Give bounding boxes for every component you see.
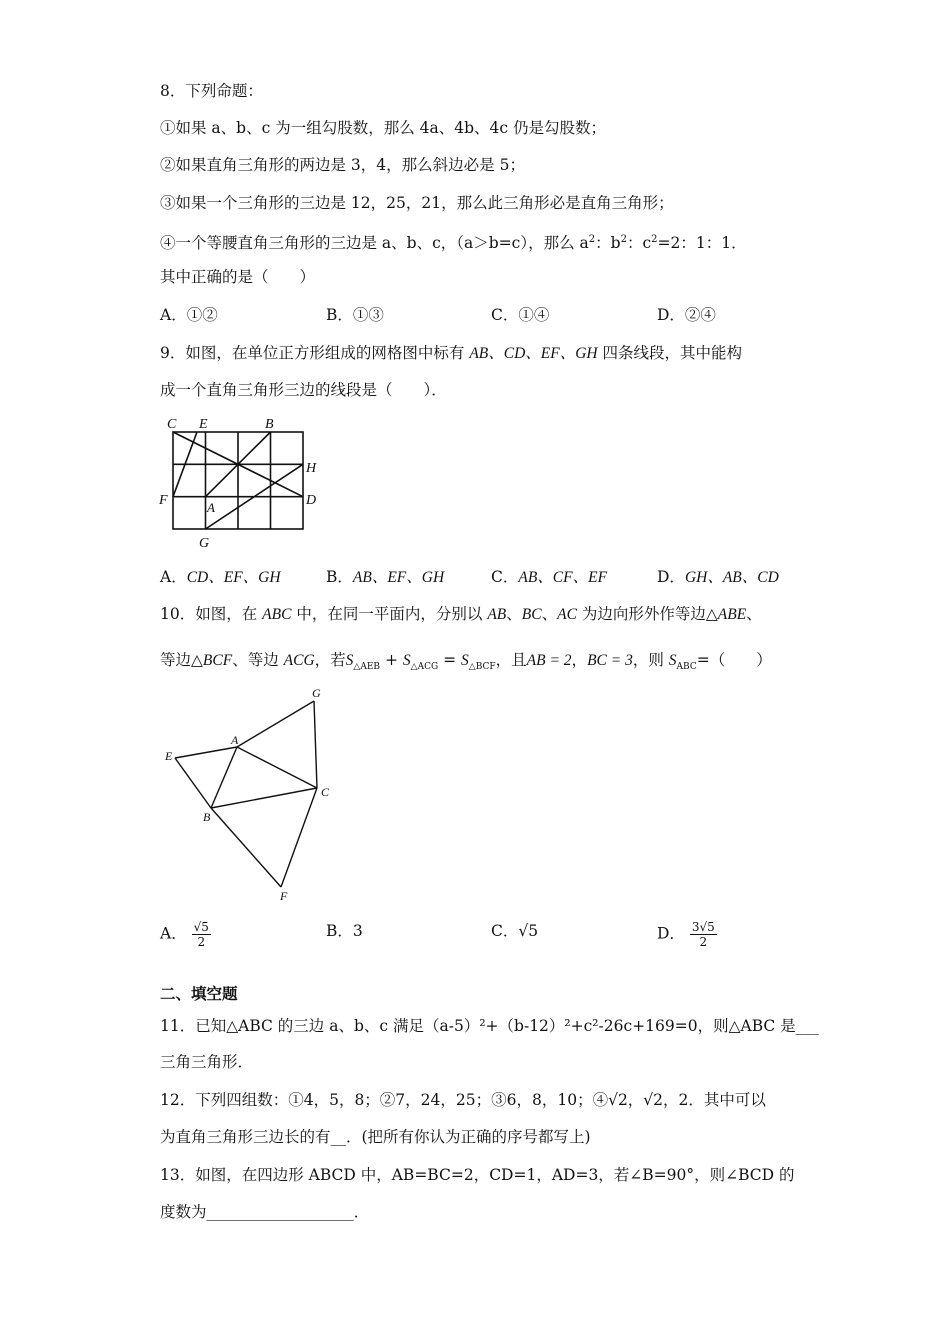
area-symbol: S	[402, 652, 411, 669]
label-a: A	[207, 500, 215, 515]
q10-text-c: 为边向形外作等边△	[581, 605, 718, 623]
plus-sign: +	[384, 651, 398, 669]
q8-s4-part-d: =2：1：1．	[657, 234, 747, 253]
edge-ag	[237, 701, 314, 747]
q10-triangle-abc: ABC	[262, 606, 292, 623]
edge-bf	[211, 808, 281, 887]
q8-s4-part-c: ：c	[626, 234, 652, 253]
label-f: F	[280, 889, 288, 903]
q10-side-ab: AB	[487, 606, 507, 623]
edge-gc	[314, 701, 317, 788]
edge-eb	[175, 758, 211, 808]
q9-option-d[interactable]	[657, 566, 779, 589]
q9-text-b: 四条线段，其中能构	[602, 344, 743, 362]
option-letter: D．	[657, 924, 685, 943]
q10-text-b: 中，在同一平面内，分别以	[296, 605, 483, 623]
q10-side-ac: AC	[557, 606, 577, 623]
sup-2: 2	[651, 234, 658, 245]
area-sub-acg: △ACG	[410, 662, 439, 673]
q10-ab-value: AB = 2	[526, 652, 572, 669]
q10-sep-1: 、	[506, 605, 522, 623]
q10-sep-3: 、	[746, 605, 762, 623]
q8-option-c[interactable]: C．①④	[491, 306, 550, 324]
q10-text-f: ，若	[314, 651, 346, 669]
q9-grid-figure	[155, 410, 325, 555]
q9-option-a[interactable]	[160, 566, 281, 589]
option-letter: A．	[160, 568, 187, 586]
sup-2: 2	[588, 234, 596, 245]
area-symbol: S	[668, 652, 677, 669]
q9-line-2: 成一个直角三角形三边的线段是（ ）．	[160, 381, 447, 399]
edge-ab	[211, 747, 237, 808]
q9-segments: AB、CD、EF、GH	[469, 345, 598, 362]
q8-option-d[interactable]: D．②④	[657, 306, 716, 324]
q10-triangle-bcf: BCF	[202, 652, 233, 669]
fraction-denominator: 2	[699, 935, 708, 949]
grid-lines	[173, 432, 303, 529]
q10-text-a: 10．如图，在	[160, 605, 258, 623]
q9-option-b[interactable]	[326, 566, 444, 589]
option-letter: C．	[491, 568, 519, 586]
q10-text-e: 、等边	[232, 651, 279, 669]
label-h: H	[306, 461, 317, 476]
label-f: F	[159, 493, 168, 508]
label-g: G	[312, 686, 321, 700]
q8-ask: 其中正确的是（ ）	[160, 268, 316, 286]
q11-line-1: 11．已知△ABC 的三边 a、b、c 满足（a-5）²+（b-12）²+c²-26c+169=0，则△ABC 是___	[160, 1017, 819, 1035]
q10-triangle-acg: ACG	[283, 652, 315, 669]
q9-option-c[interactable]	[491, 566, 607, 589]
q9-text-a: 9．如图，在单位正方形组成的网格图中标有	[160, 344, 465, 362]
q8-s4-part-b: ：b	[595, 234, 621, 253]
option-text: CD、EF、GH	[186, 569, 281, 586]
label-a: A	[231, 733, 239, 747]
area-symbol: S	[345, 652, 354, 669]
edge-ea	[175, 747, 237, 758]
q10-text-i: =（ ）	[696, 651, 772, 669]
option-text: √5	[518, 922, 539, 940]
q8-option-a[interactable]: A．①②	[160, 306, 218, 324]
fraction-denominator: 2	[197, 935, 206, 949]
label-b: B	[265, 417, 274, 432]
area-symbol: S	[461, 652, 469, 669]
option-letter: A．	[160, 924, 187, 943]
q10-triangle-figure	[160, 682, 340, 907]
label-g: G	[199, 536, 210, 551]
q10-triangle-abe: ABE	[717, 606, 747, 623]
label-e: E	[165, 749, 173, 763]
q10-text-d: 等边△	[160, 651, 203, 669]
q10-line-2	[160, 649, 772, 678]
label-c: C	[167, 417, 177, 432]
q8-stem: 8．下列命题：	[160, 82, 263, 100]
q8-option-b[interactable]: B．①③	[326, 306, 384, 324]
q8-statement-1: ①如果 a、b、c 为一组勾股数，那么 4a、4b、4c 仍是勾股数；	[160, 119, 606, 137]
option-letter: D．	[657, 568, 685, 586]
q10-line-1	[160, 603, 762, 626]
sup-2: 2	[620, 234, 627, 245]
q8-statement-4	[160, 229, 747, 254]
equals-sign: =	[443, 651, 457, 669]
edge-cf	[281, 788, 317, 887]
option-text: AB、CF、EF	[518, 569, 608, 586]
q10-option-b[interactable]: B．3	[326, 922, 363, 940]
fraction-numerator: √5	[193, 920, 209, 934]
q10-text-g: ，且	[495, 651, 527, 669]
option-letter: B．	[326, 568, 353, 586]
edge-ac	[237, 747, 317, 788]
q10-bc-value: BC = 3	[587, 652, 633, 669]
label-d: D	[306, 493, 317, 508]
fraction-numerator: 3√5	[691, 920, 715, 934]
q10-sep-2: 、	[541, 605, 558, 623]
q9-line-1	[160, 342, 742, 365]
q10-option-a[interactable]	[160, 920, 211, 949]
q12-line-2: 为直角三角形三边长的有__．(把所有你认为正确的序号都写上)	[160, 1128, 591, 1146]
q10-text-h: ，则	[632, 651, 664, 669]
figure-edges	[175, 701, 317, 887]
label-c: C	[321, 785, 330, 799]
q8-statement-3: ③如果一个三角形的三边是 12，25，21，那么此三角形必是直角三角形；	[160, 194, 674, 212]
q10-comma: ，	[571, 651, 588, 669]
q10-option-c[interactable]	[491, 920, 538, 942]
option-text: GH、AB、CD	[684, 569, 779, 586]
area-sub-abc: ABC	[676, 662, 697, 673]
q12-line-1: 12．下列四组数：①4，5，8；②7，24，25；③6，8，10；④√2，√2，2．其中可以	[160, 1091, 766, 1109]
q10-option-d[interactable]	[657, 920, 717, 949]
edge-bc	[211, 788, 317, 808]
q13-line-1: 13．如图，在四边形 ABCD 中，AB=BC=2，CD=1，AD=3，若∠B=90°，则∠BCD 的	[160, 1166, 795, 1184]
fraction	[690, 920, 717, 949]
option-text: AB、EF、GH	[352, 569, 445, 586]
q11-line-2: 三角三角形．	[160, 1053, 254, 1071]
label-e: E	[199, 417, 208, 432]
q8-statement-2: ②如果直角三角形的两边是 3，4，那么斜边必是 5；	[160, 156, 525, 174]
fraction	[192, 920, 211, 949]
q13-line-2: 度数为___________________．	[160, 1203, 370, 1221]
section-heading: 二、填空题	[160, 984, 238, 1003]
area-sub-bcf: △BCF	[468, 662, 496, 673]
label-b: B	[203, 810, 211, 824]
q10-side-bc: BC	[521, 606, 542, 623]
option-letter: C．	[491, 922, 519, 940]
area-sub-aeb: △AEB	[353, 662, 381, 673]
q8-s4-part-a: ④一个等腰直角三角形的三边是 a、b、c，（a＞b=c），那么 a	[160, 234, 589, 253]
